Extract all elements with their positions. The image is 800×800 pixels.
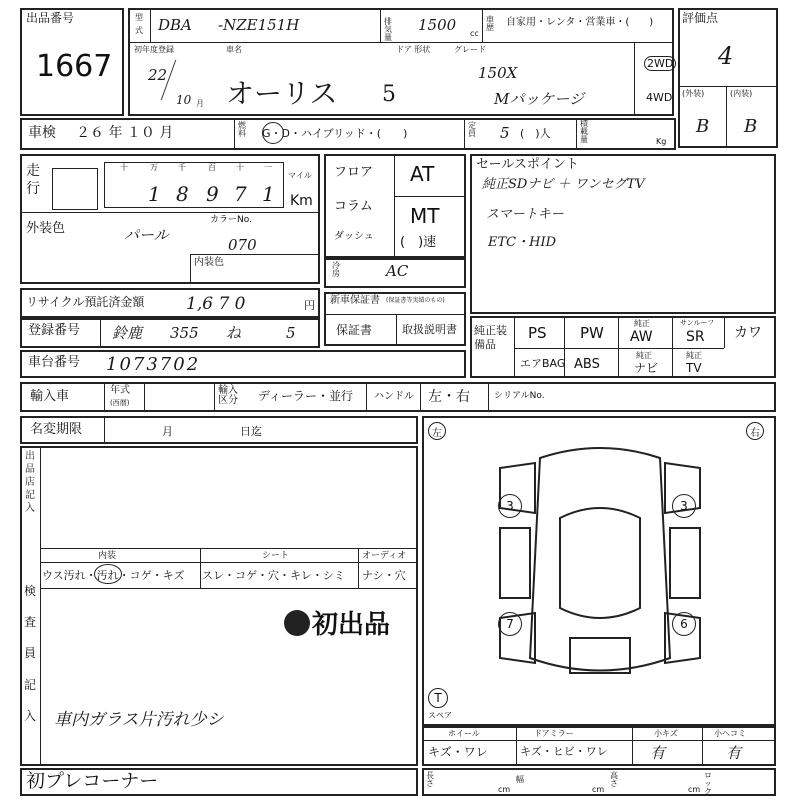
equip-sr: SR [686,329,705,345]
car-name-value: オーリス [226,77,338,110]
inspector-note: 車内ガラス片汚れ少シ [54,710,224,730]
fuel-value: G・D・ハイブリッド・( ) [262,127,408,140]
audio-options: ナシ・穴 [362,569,406,582]
shaken-value: ２６ 年 １０ 月 [76,125,174,141]
sales-line1: 純正SDナビ ＋ ワンセグTV [482,177,645,192]
stamp-icon [284,610,310,636]
corner-label: 初プレコーナー [26,770,159,792]
equip-aw: AW [630,329,653,345]
ac-value: AC [386,262,409,280]
equip-navi: ナビ [634,361,659,375]
inspector-label: 検査員記入 [23,584,36,723]
drive-4wd: 4WD [646,91,673,104]
sales-line3: ETC・HID [488,235,557,250]
damage-mark: 3 [498,494,522,518]
import-options: ディーラー・並行 [258,389,354,403]
mileage-digit: 1 [148,182,161,206]
mileage-label: 走行 [26,163,40,198]
mileage-digit: 8 [176,182,189,206]
reg-class: 355 [170,324,199,342]
equip-tv: TV [686,361,702,375]
damage-mark: 7 [498,612,522,636]
first-listing-stamp: 初出品 [312,610,391,640]
color-no: 070 [228,236,257,254]
interior-grade: B [744,116,758,137]
displacement-value: 1500 [418,16,457,34]
usage-label: 車歴 [486,15,494,32]
shift-mt: MT [410,204,440,228]
damage-mark: 6 [672,612,696,636]
mileage-digit: 7 [234,182,247,206]
seat-options: スレ・コゲ・穴・キレ・シミ [202,569,345,582]
capacity-value: 5 [500,124,510,142]
equip-airbag: エアBAG [520,357,566,370]
car-outline-icon [480,438,720,688]
mileage-digit: 9 [206,182,219,206]
sales-line2: スマートキー [486,207,564,222]
interior-options: ウス汚れ・汚れ・コゲ・キズ [42,569,185,582]
model-prefix: DBA [158,16,192,34]
equip-leather: カワ [734,325,762,341]
warranty-manual: 取扱説明書 [402,323,457,336]
usage-value: 自家用・レンタ・営業車・( ) [506,17,654,28]
score-box [678,8,778,148]
displacement-label: 排気量 [384,17,392,42]
first-reg-month: 10 [176,93,192,107]
lot-number: 1667 [36,49,113,84]
mileage-digit: 1 [262,182,275,206]
recycle-value: 1,6 7 0 [186,294,246,314]
grade-line1: 150X [478,64,518,82]
model-code: -NZE151H [218,16,300,34]
drive-2wd: 2WD [644,56,676,71]
doors-value: 5 [382,82,396,107]
score-value: 4 [718,42,734,70]
reg-area: 鈴鹿 [112,324,143,342]
equip-pw: PW [580,324,604,342]
chassis-value: 1073702 [106,354,201,375]
reg-kana: ね [226,324,242,342]
equip-ps: PS [528,324,547,342]
equipment-box [470,316,776,378]
shift-at: AT [410,162,435,186]
warranty-guarantee: 保証書 [336,323,373,337]
exhibitor-label: 出品店記入 [25,451,35,514]
exterior-grade: B [696,116,710,137]
equip-abs: ABS [574,357,600,372]
lot-label: 出品番号 [26,11,75,25]
first-reg-year: 22 [148,66,168,84]
damage-mark: 3 [672,494,696,518]
grade-line2: Mパッケージ [494,90,585,108]
color-value: パール [124,226,169,244]
chassis-row [20,350,466,378]
reg-num: 5 [286,324,296,342]
